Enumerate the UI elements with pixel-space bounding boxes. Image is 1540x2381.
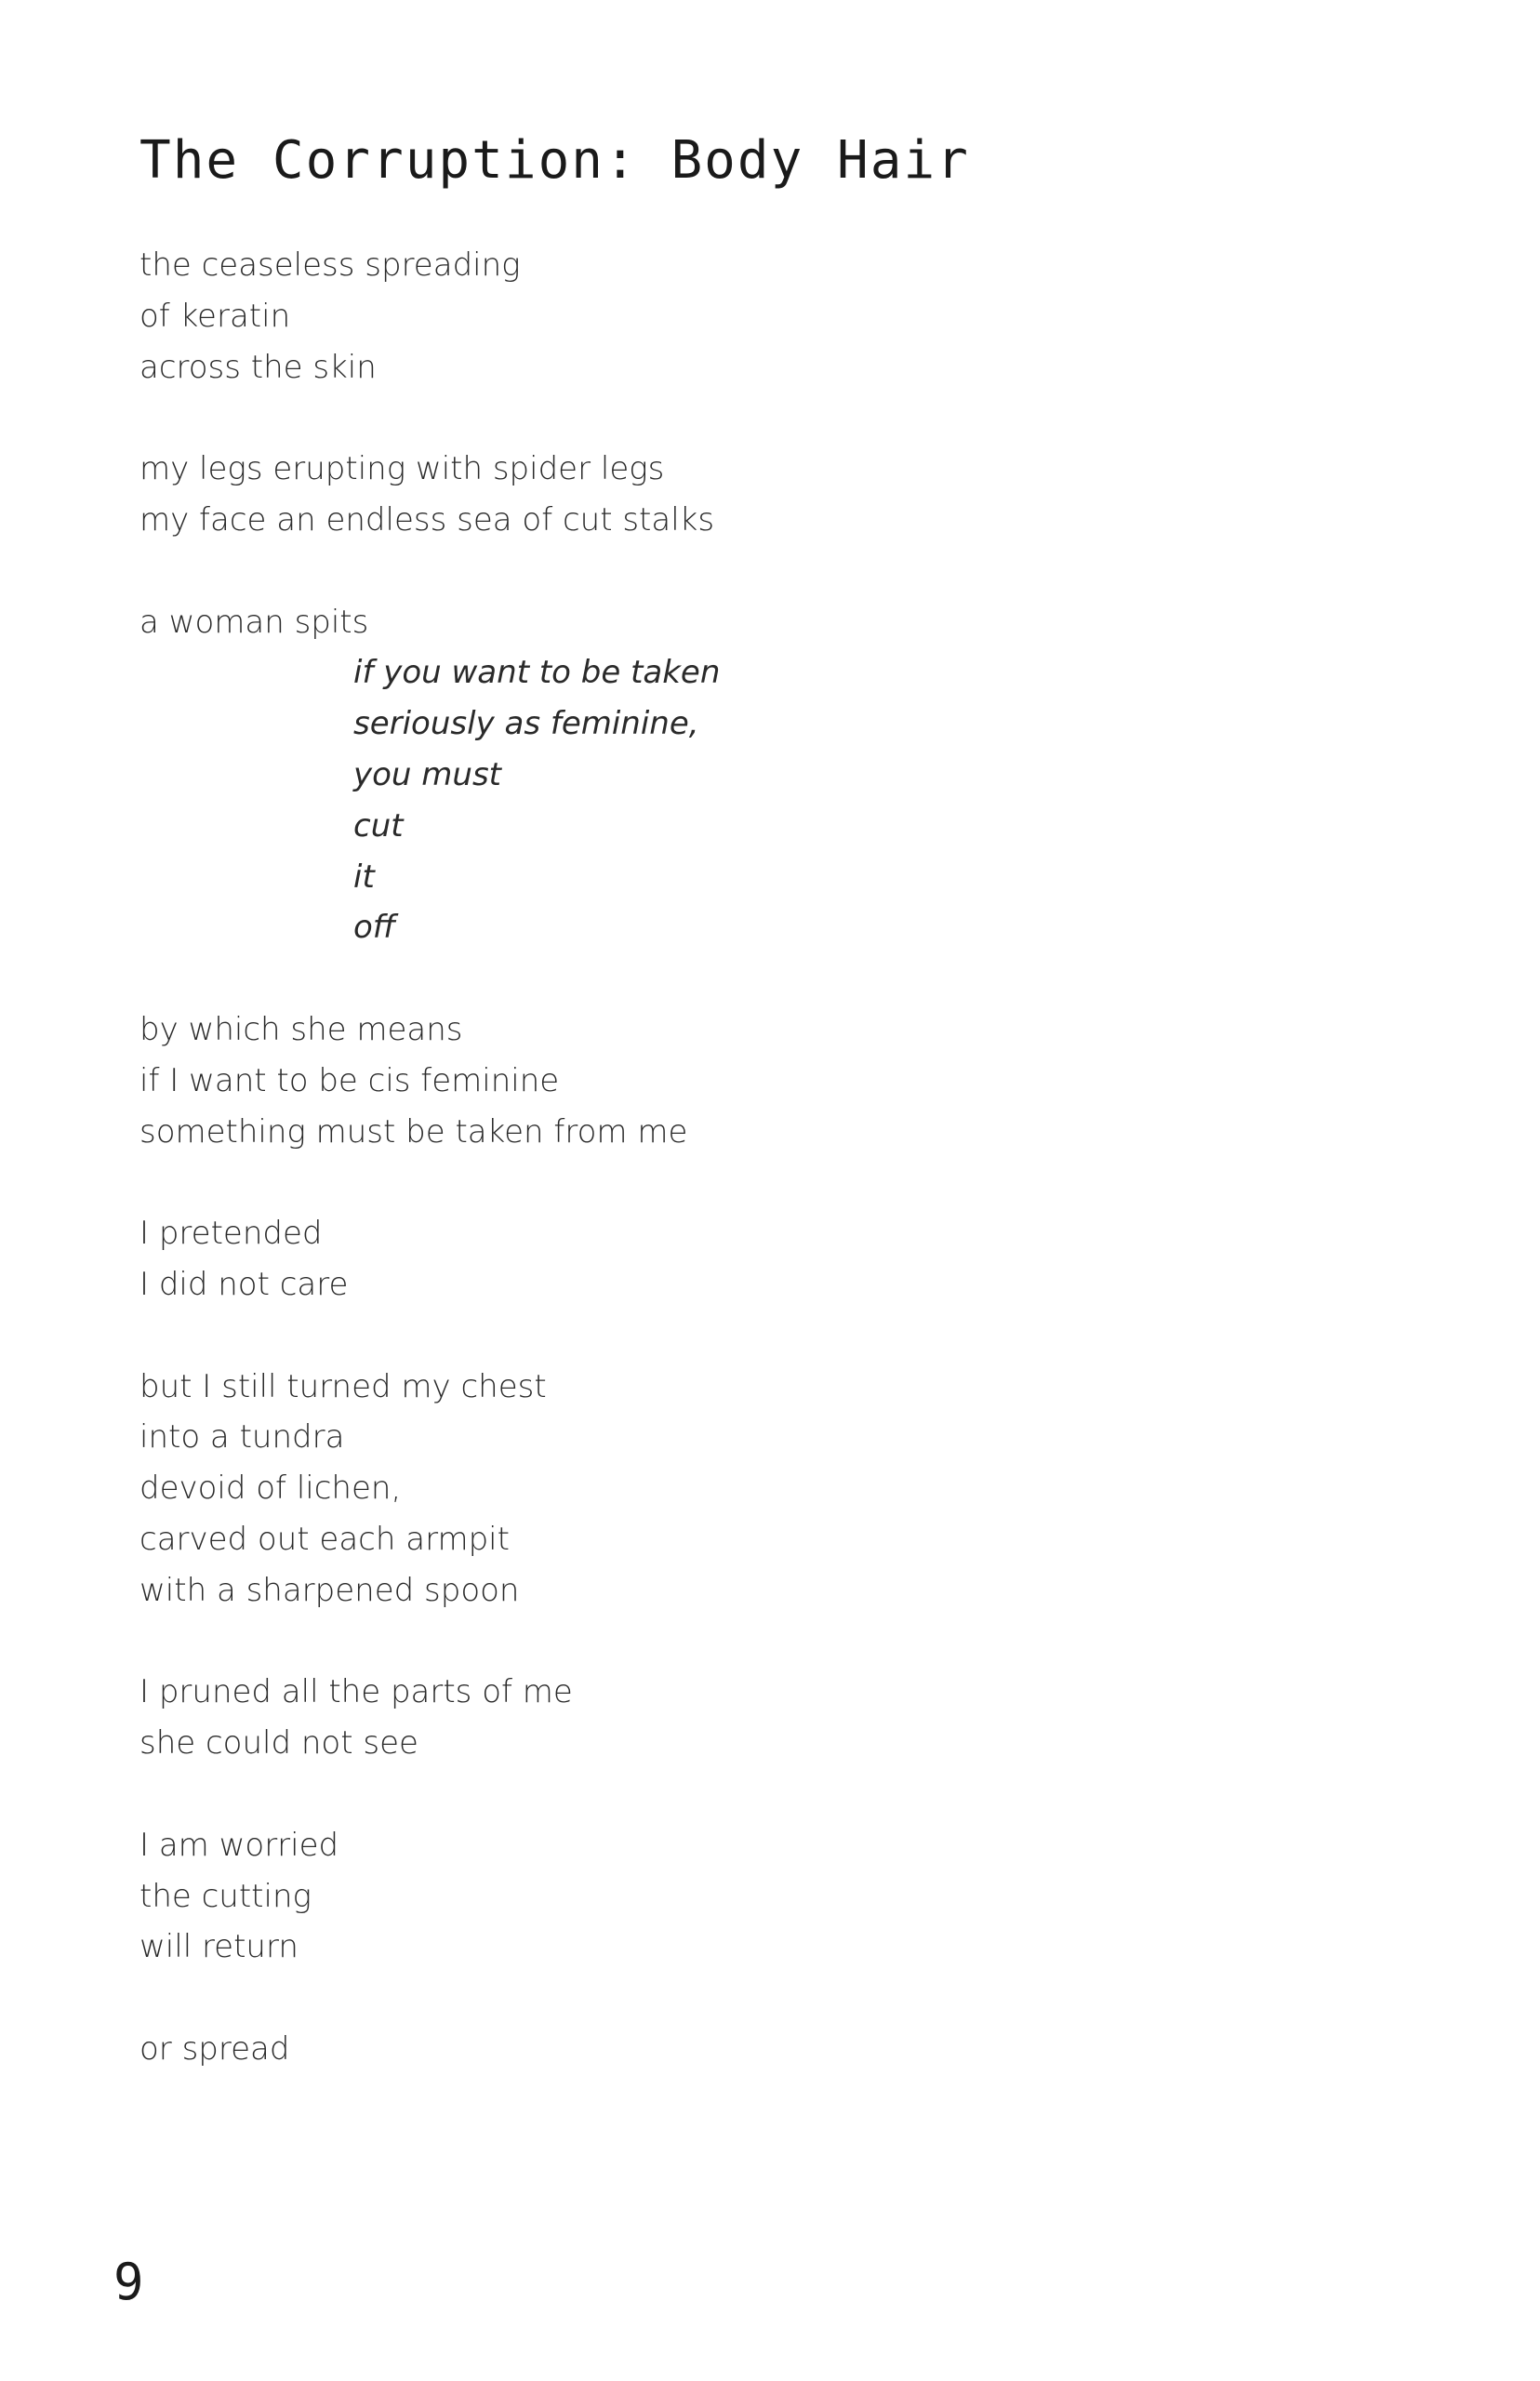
poem-line-quote: it <box>353 858 375 896</box>
poem-line-quote: cut <box>353 806 404 845</box>
poem-line-quote: seriously as feminine, <box>353 705 699 743</box>
poem-line: by which she means <box>139 1010 463 1048</box>
poem-line: with a sharpened spoon <box>139 1571 520 1609</box>
stanza-break <box>139 1310 1441 1362</box>
stanza-break <box>139 546 1441 597</box>
poem-line: if I want to be cis feminine <box>139 1061 560 1099</box>
poem-line: or spread <box>139 2029 290 2068</box>
poem-line-quote: you must <box>353 755 501 793</box>
poem-line: a woman spits <box>139 603 369 641</box>
stanza <box>139 1004 1441 1157</box>
stanza <box>139 2024 1441 2075</box>
stanza-break <box>139 1769 1441 1820</box>
poem-line: my face an endless sea of cut stalks <box>139 500 715 539</box>
poem-line: I pruned all the parts of me <box>139 1673 573 1711</box>
stanza <box>139 1667 1441 1769</box>
poem-line: into a tundra <box>139 1418 345 1457</box>
poem-line: I pretended <box>139 1215 323 1253</box>
poem-title: The Corruption: Body Hair <box>139 130 970 191</box>
stanza-break <box>139 1157 1441 1208</box>
poem-line: my legs erupting with spider legs <box>139 450 665 488</box>
stanza <box>139 444 1441 546</box>
poem-line: the cutting <box>139 1877 312 1915</box>
poem-line: something must be taken from me <box>139 1112 688 1151</box>
stanza-break <box>139 1973 1441 2024</box>
stanza <box>139 1208 1441 1310</box>
poem-line-quote: off <box>353 909 396 947</box>
stanza <box>139 240 1441 392</box>
poem-line: I did not care <box>139 1265 349 1303</box>
poem-line: carved out each armpit <box>139 1520 510 1558</box>
stanza-break <box>139 392 1441 444</box>
poem-line: I am worried <box>139 1826 339 1864</box>
stanza <box>139 1362 1441 1616</box>
stanza-break <box>139 953 1441 1004</box>
page-number: 9 <box>113 2253 144 2311</box>
poem-line: of keratin <box>139 297 291 335</box>
poem-line: she could not see <box>139 1724 418 1762</box>
poem-line: will return <box>139 1928 299 1966</box>
poem-line: but I still turned my chest <box>139 1367 547 1405</box>
poem-line: devoid of lichen, <box>139 1470 402 1508</box>
stanza-break <box>139 1616 1441 1668</box>
poem-body <box>139 240 1441 2075</box>
poem-line-quote: if you want to be taken <box>353 654 721 692</box>
poem-line: across the skin <box>139 348 377 386</box>
poem-line: the ceaseless spreading <box>139 246 521 284</box>
stanza <box>139 597 1441 954</box>
stanza <box>139 1820 1441 1973</box>
